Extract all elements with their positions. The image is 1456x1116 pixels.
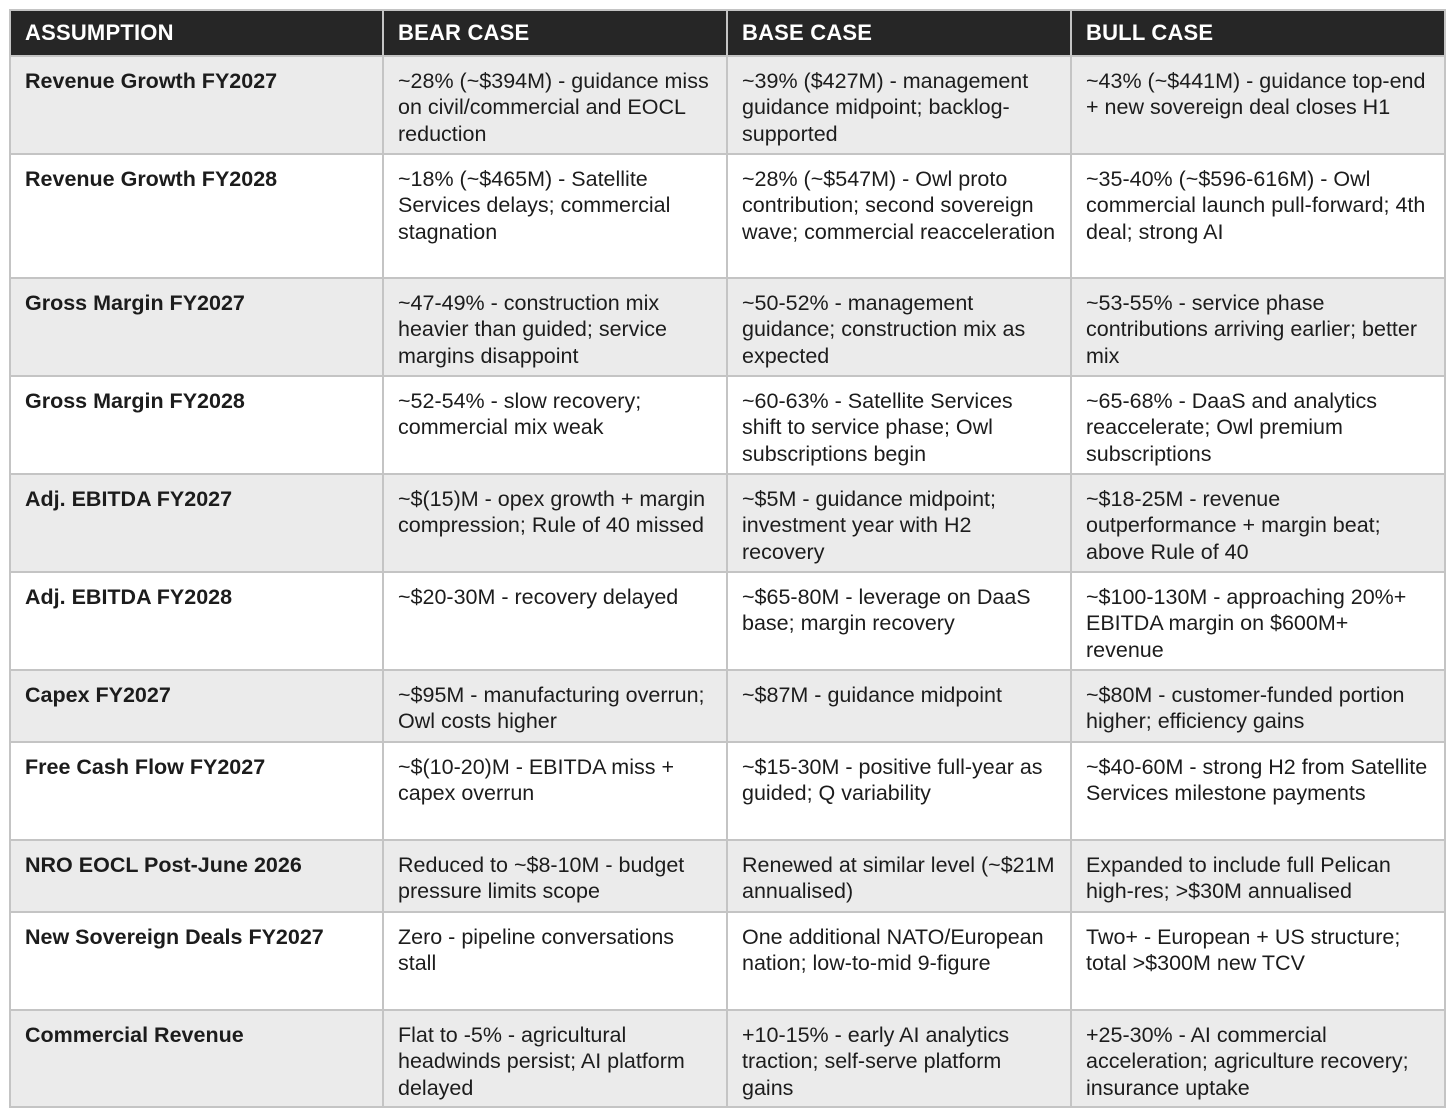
bear-cell: ~52-54% - slow recovery; commercial mix weak (383, 376, 727, 474)
header-bear-case: BEAR CASE (383, 10, 727, 56)
bull-cell: ~65-68% - DaaS and analytics reaccelerate; Owl premium subscriptions (1071, 376, 1445, 474)
base-cell: ~28% (~$547M) - Owl proto contribution; second sovereign wave; commercial reacceleration (727, 154, 1071, 278)
bull-cell: Two+ - European + US structure; total >$300M new TCV (1071, 912, 1445, 1010)
bull-cell: +25-30% - AI commercial acceleration; agriculture recovery; insurance uptake (1071, 1010, 1445, 1107)
bull-cell: ~35-40% (~$596-616M) - Owl commercial launch pull-forward; 4th deal; strong AI (1071, 154, 1445, 278)
bear-cell: ~28% (~$394M) - guidance miss on civil/commercial and EOCL reduction (383, 56, 727, 154)
table-row (10, 1010, 1445, 1107)
base-cell: Renewed at similar level (~$21M annualised) (727, 840, 1071, 912)
row-label: Gross Margin FY2027 (10, 278, 383, 376)
row-label: Revenue Growth FY2027 (10, 56, 383, 154)
row-label: Commercial Revenue (10, 1010, 383, 1107)
row-label: Adj. EBITDA FY2028 (10, 572, 383, 670)
table-row (10, 840, 1445, 912)
bear-cell: Reduced to ~$8-10M - budget pressure limits scope (383, 840, 727, 912)
base-cell: ~60-63% - Satellite Services shift to service phase; Owl subscriptions begin (727, 376, 1071, 474)
table-row (10, 278, 1445, 376)
bear-cell: ~$95M - manufacturing overrun; Owl costs higher (383, 670, 727, 742)
base-cell: ~$87M - guidance midpoint (727, 670, 1071, 742)
table-row (10, 376, 1445, 474)
row-label: Revenue Growth FY2028 (10, 154, 383, 278)
base-cell: ~$65-80M - leverage on DaaS base; margin recovery (727, 572, 1071, 670)
base-cell: ~$5M - guidance midpoint; investment year with H2 recovery (727, 474, 1071, 572)
scenario-table-container (9, 9, 1444, 1108)
row-label: Free Cash Flow FY2027 (10, 742, 383, 840)
bear-cell: ~47-49% - construction mix heavier than guided; service margins disappoint (383, 278, 727, 376)
table-row (10, 56, 1445, 154)
table-row (10, 154, 1445, 278)
bull-cell: ~43% (~$441M) - guidance top-end + new sovereign deal closes H1 (1071, 56, 1445, 154)
header-assumption: ASSUMPTION (10, 10, 383, 56)
bear-cell: ~$20-30M - recovery delayed (383, 572, 727, 670)
table-row (10, 670, 1445, 742)
row-label: NRO EOCL Post-June 2026 (10, 840, 383, 912)
bear-cell: Zero - pipeline conversations stall (383, 912, 727, 1010)
base-cell: +10-15% - early AI analytics traction; self-serve platform gains (727, 1010, 1071, 1107)
base-cell: One additional NATO/European nation; low-to-mid 9-figure (727, 912, 1071, 1010)
header-bull-case: BULL CASE (1071, 10, 1445, 56)
header-row (10, 10, 1445, 56)
bear-cell: ~18% (~$465M) - Satellite Services delays; commercial stagnation (383, 154, 727, 278)
base-cell: ~50-52% - management guidance; construction mix as expected (727, 278, 1071, 376)
row-label: Adj. EBITDA FY2027 (10, 474, 383, 572)
bull-cell: ~$100-130M - approaching 20%+ EBITDA margin on $600M+ revenue (1071, 572, 1445, 670)
row-label: Gross Margin FY2028 (10, 376, 383, 474)
table-row (10, 742, 1445, 840)
row-label: Capex FY2027 (10, 670, 383, 742)
bull-cell: Expanded to include full Pelican high-res; >$30M annualised (1071, 840, 1445, 912)
bear-cell: Flat to -5% - agricultural headwinds persist; AI platform delayed (383, 1010, 727, 1107)
header-base-case: BASE CASE (727, 10, 1071, 56)
base-cell: ~39% ($427M) - management guidance midpoint; backlog-supported (727, 56, 1071, 154)
bull-cell: ~53-55% - service phase contributions arriving earlier; better mix (1071, 278, 1445, 376)
bull-cell: ~$18-25M - revenue outperformance + margin beat; above Rule of 40 (1071, 474, 1445, 572)
bear-cell: ~$(10-20)M - EBITDA miss + capex overrun (383, 742, 727, 840)
table-row (10, 474, 1445, 572)
bull-cell: ~$80M - customer-funded portion higher; efficiency gains (1071, 670, 1445, 742)
row-label: New Sovereign Deals FY2027 (10, 912, 383, 1010)
bear-cell: ~$(15)M - opex growth + margin compression; Rule of 40 missed (383, 474, 727, 572)
scenario-table (9, 9, 1446, 1108)
base-cell: ~$15-30M - positive full-year as guided; Q variability (727, 742, 1071, 840)
table-row (10, 572, 1445, 670)
table-row (10, 912, 1445, 1010)
bull-cell: ~$40-60M - strong H2 from Satellite Services milestone payments (1071, 742, 1445, 840)
